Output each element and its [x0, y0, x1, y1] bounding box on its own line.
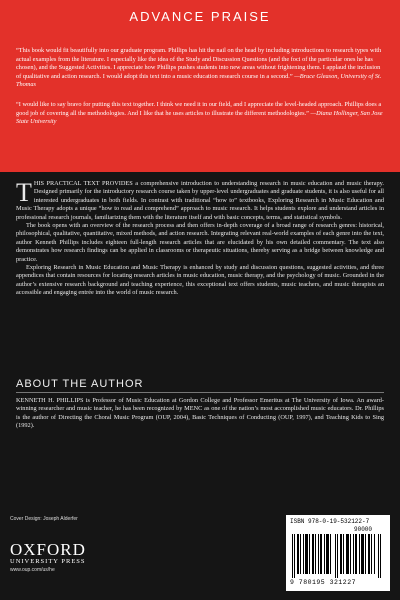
- ean-digits: 9 780195 321227: [290, 579, 357, 586]
- advance-praise-title: ADVANCE PRAISE: [129, 9, 271, 24]
- about-divider: [16, 392, 384, 393]
- barcode-block: [286, 515, 390, 591]
- publisher-logo: [10, 540, 130, 592]
- praise-quote-2: [16, 101, 384, 127]
- praise-quote-1-text: “This book would fit beautifully into our graduate program. Phillips has hit the nail on the head by including introductions to research types with actual examples from the literature. I especially like the idea of the Study and Discussion Questions (and the foci of the particular ones he has chosen), and the Suggested Activities. I appreciate how Phillips pushes students into new areas without frightening them. I applaud the inclusion of qualitative and action research. I would adopt this text into a music education research course in a second.”: [16, 47, 382, 80]
- isbn-text: ISBN 978-0-19-532122-7: [290, 518, 370, 525]
- praise-quote-2-text: “I would like to say bravo for putting this text together. I think we need it in our field, and I appreciate the level-headed approach. Phillips does a good job of covering all the methodologies. And I like that he uses articles to illustrate the different methodologies.”: [16, 100, 382, 117]
- price-code: 90000: [354, 526, 373, 533]
- praise-quote-2-attribution: —Diana Hollinger, San Jose State University: [16, 109, 383, 126]
- drop-cap: T: [16, 178, 32, 207]
- advance-praise-panel: [0, 0, 400, 172]
- praise-quote-1: [16, 47, 384, 90]
- praise-quote-1-attribution: —Bruce Gleason, University of St. Thomas: [16, 72, 382, 89]
- publisher-name: OXFORD: [10, 540, 86, 559]
- description-paragraph-1: HIS PRACTICAL TEXT PROVIDES a comprehensive introduction to understanding research in music education and music therapy. Designed primarily for the introductory research course taken by upper-level undergraduates and graduate students, it is also useful for all interested undergraduates in both fields. In contrast with traditional “how to” textbooks, Exploring Research in Music Education and Music Therapy adopts a unique “how to read and comprehend” approach to music research. It helps students explore and understand articles in professional research journals, familiarizing them with the literature itself and with basic concepts, terms, and statistical symbols.: [16, 180, 384, 221]
- barcode-icon: [290, 534, 386, 578]
- description-paragraph-2: The book opens with an overview of the research process and then offers in-depth coverage of a broad range of research genres: historical, philosophical, qualitative, quantitative, mixed methods, and action research. Integrating relevant real-world examples of each genre into the text, author Kenneth Phillips includes eighteen full-length research articles that are elucidated by his own detailed commentary. The text also demonstrates how research findings can be applied in classrooms or therapeutic situations, thereby serving as a bridge between knowledge and practice.: [16, 222, 384, 263]
- about-author-text: KENNETH H. PHILLIPS is Professor of Music Education at Gordon College and Professor Emeritus at The University of Iowa. An award-winning researcher and music teacher, he has been recognized by MENC as one of the nation’s most accomplished music educators. Dr. Phillips is the author of Directing the Choral Music Program (OUP, 2004), Basic Techniques of Conducting (OUP, 1997), and Teaching Kids to Sing (1992).: [16, 397, 384, 430]
- publisher-url: www.oup.com/us/he: [10, 567, 55, 573]
- publisher-subtitle: UNIVERSITY PRESS: [10, 558, 86, 565]
- cover-design-credit: Cover Design: Joseph Alderfer: [10, 516, 78, 522]
- description-paragraph-3: Exploring Research in Music Education and Music Therapy is enhanced by study and discussion questions, suggested activities, and three appendices that contain resources for locating research articles in music education, music therapy, and the psychology of music. Grounded in the author’s extensive research background and teaching experience, this exceptional text offers students, music teachers, and music therapists an accessible and engaging entrée into the world of music research.: [16, 264, 384, 297]
- book-description: [16, 180, 384, 298]
- about-author-heading: ABOUT THE AUTHOR: [16, 378, 144, 390]
